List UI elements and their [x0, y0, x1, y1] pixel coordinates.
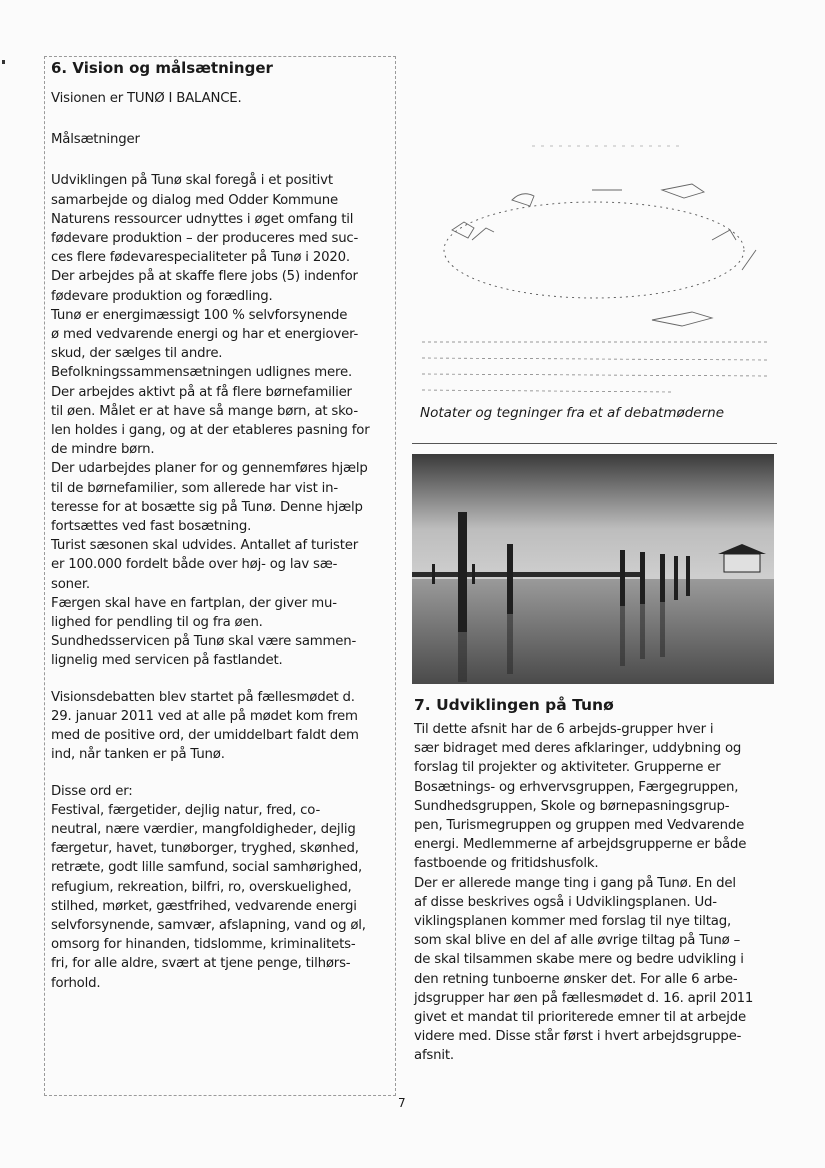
vision-section	[44, 56, 396, 1096]
debate-sketch-drawing	[412, 120, 777, 410]
words-intro: Disse ord er:	[51, 783, 133, 799]
development-text: Til dette afsnit har de 6 arbejds-grupper hver i sær bidraget med deres afklaringer, uddybning og forslag til projekter og aktiviteter. Grupperne er Bosætnings- og erhvervsgruppen, Færgegruppen, Sundhedsgruppen, Skole og børnepasningsgrup- pen, Turismegruppen og gruppen med Vedvarende energi. Medlemmerne af arbejdsgrupperne er både fastboende og fritidshusfolk. Der er allerede mange ting i gang på Tunø. En del af disse beskrives også i Udviklingsplanen. Ud- viklingsplanen kommer med forslag til nye tiltag, som skal blive en del af alle øvrige tiltag på Tunø – de skal tilsammen skabe mere og bedre udvikling i den retning tunboerne ønsker det. For alle 6 arbe- jdsgrupper har øen på fællesmødet d. 16. april 2011 givet et mandat til prioriterede emner til at arbejde videre med. Disse står først i hvert arbejdsgruppe- afsnit.	[414, 722, 754, 1064]
harbor-photo	[412, 454, 774, 684]
vision-statement: Visionen er TUNØ I BALANCE.	[51, 91, 242, 106]
sketch-caption: Notater og tegninger fra et af debatmøderne	[420, 405, 725, 421]
page-number: 7	[398, 1096, 406, 1110]
section-heading-vision: 6. Vision og målsætninger	[51, 59, 273, 77]
section-heading-development: 7. Udviklingen på Tunø	[414, 696, 614, 714]
words-list: Festival, færgetider, dejlig natur, fred, co- neutral, nære værdier, mangfoldigheder, dejlig færgetur, havet, tunøborger, tryghed, skønhed, retræte, godt lille samfund, social samhørighed, refugium, rekreation, bilfri, ro, overskuelighed, stilhed, mørket, gæstfrihed, vedvarende energi selvforsynende, samvær, afslapning, vand og øl, omsorg for hinanden, tidslomme, kriminalitets- fri, for alle aldre, svært at tjene penge, tilhørs- forhold.	[51, 802, 366, 991]
debate-text: Visionsdebatten blev startet på fællesmødet d. 29. januar 2011 ved at alle på mødet kom frem med de positive ord, der umiddelbart faldt dem ind, når tanken er på Tunø.	[51, 689, 359, 763]
divider	[412, 443, 777, 444]
goals-subheading: Målsætninger	[51, 132, 140, 148]
goals-text: Udviklingen på Tunø skal foregå i et positivt samarbejde og dialog med Odder Kommune Naturens ressourcer udnyttes i øget omfang til fødevare produktion – der produceres med suc- ces flere fødevarespecialiteter på Tunø i 2020. Der arbejdes på at skaffe flere jobs (5) indenfor fødevare produktion og forædling. Tunø er energimæssigt 100 % selvforsynende ø med vedvarende energi og har et energiover- skud, der sælges til andre. Befolkningssammensætningen udlignes mere. Der arbejdes aktivt på at få flere børnefamilier til øen. Målet er at have så mange børn, at sko- len holdes i gang, og at der etableres pasning for de mindre børn. Der udarbejdes planer for og gennemføres hjælp til de børnefamilier, som allerede har vist in- teresse for at bosætte sig på Tunø. Denne hjælp fortsættes ved fast bosætning. Turist sæsonen skal udvides. Antallet af turister er 100.000 fordelt både over høj- og lav sæ- soner. Færgen skal have en fartplan, der giver mu- lighed for pendling til og fra øen. Sundhedsservicen på Tunø skal være sammen- lignelig med servicen på fastlandet.	[51, 173, 370, 669]
margin-mark	[2, 60, 5, 64]
